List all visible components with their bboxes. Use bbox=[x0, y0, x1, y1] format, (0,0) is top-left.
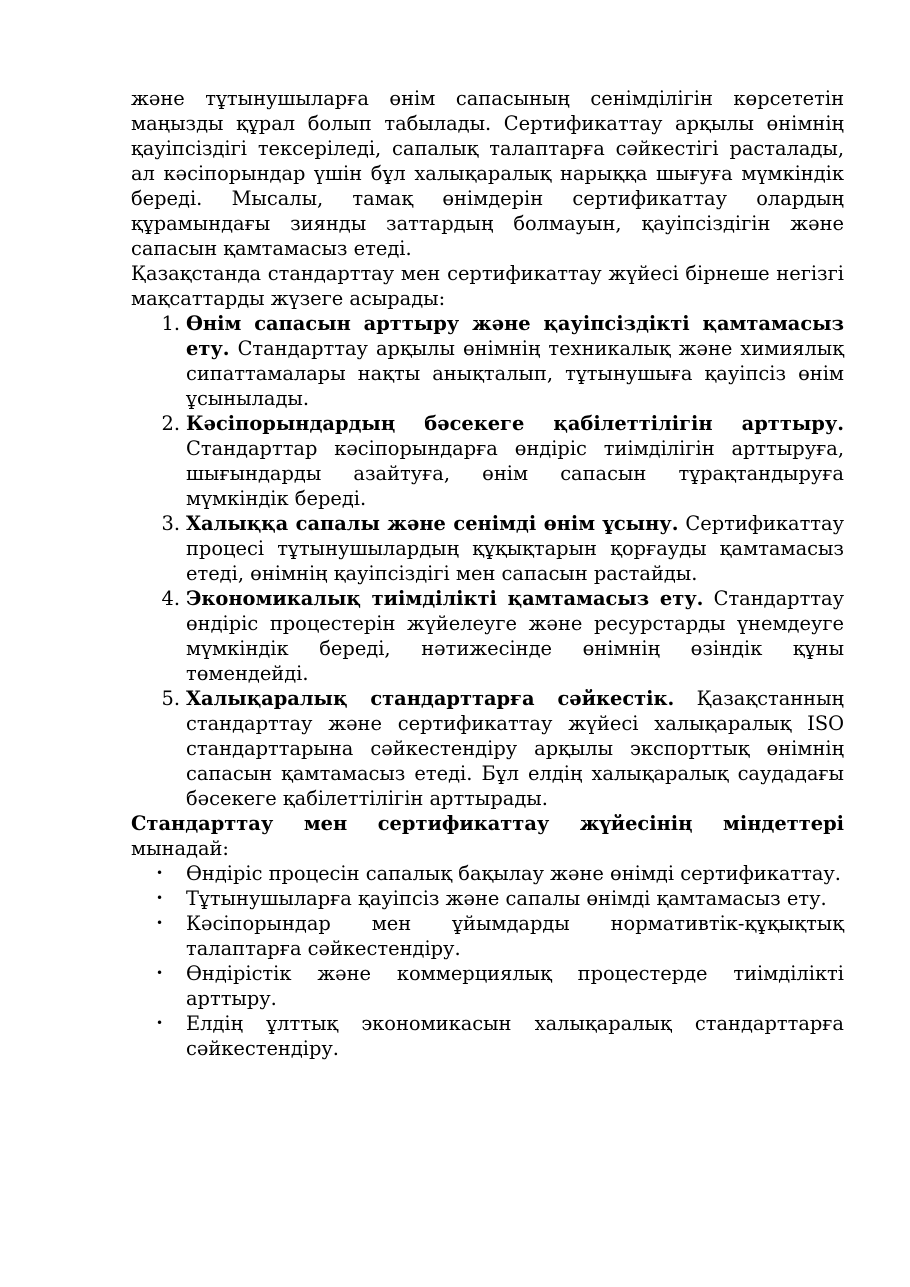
tasks-heading bbox=[131, 811, 844, 861]
goal-title: Халыққа сапалы және сенімді өнім ұсыну. bbox=[186, 512, 679, 535]
goal-text: Стандарттау арқылы өнімнің техникалық және химиялық сипаттамалары нақты анықталып, тұтынушыға қауіпсіз өнім ұсынылады. bbox=[186, 337, 844, 410]
bullet-icon: • bbox=[156, 916, 164, 930]
goal-text: Қазақстанның стандарттау және сертификаттау жүйесі халықаралық ISO стандарттарына сәйкестендіру арқылы экспорттық өнімнің сапасын қамтамасыз етеді. Бұл елдің халықаралық саудадағы бәсекеге қабілеттілігін арттырады. bbox=[186, 687, 844, 810]
task-text: Өндірістік және коммерциялық процестерде тиімділікті арттыру. bbox=[186, 962, 844, 1010]
goals-list bbox=[131, 311, 844, 811]
bullet-icon: • bbox=[156, 966, 164, 980]
tasks-list bbox=[131, 861, 844, 1061]
task-text: Елдің ұлттық экономикасын халықаралық стандарттарға сәйкестендіру. bbox=[186, 1012, 844, 1060]
tasks-heading-bold: Стандарттау мен сертификаттау жүйесінің міндеттері bbox=[131, 812, 844, 835]
task-item bbox=[131, 961, 844, 1011]
task-text: Кәсіпорындар мен ұйымдарды нормативтік-құқықтық талаптарға сәйкестендіру. bbox=[186, 912, 844, 960]
goal-title: Экономикалық тиімділікті қамтамасыз ету. bbox=[186, 587, 704, 610]
bullet-icon: • bbox=[156, 891, 164, 905]
document-page bbox=[131, 86, 844, 1061]
task-item bbox=[131, 861, 844, 886]
goal-number: 4. bbox=[161, 587, 180, 610]
goal-number: 3. bbox=[161, 512, 180, 535]
goal-number: 5. bbox=[161, 687, 180, 710]
task-item bbox=[131, 911, 844, 961]
task-item bbox=[131, 1011, 844, 1061]
goal-item-3 bbox=[131, 511, 844, 586]
intro-paragraph: және тұтынушыларға өнім сапасының сенімділігін көрсететін маңызды құрал болып табылады. Сертификаттау арқылы өнімнің қауіпсіздігі тексеріледі, сапалық талаптарға сәйкестігі расталады, ал кәсіпорындар үшін бұл халықаралық нарыққа шығуға мүмкіндік береді. Мысалы, тамақ өнімдерін сертификаттау олардың құрамындағы зиянды заттардың болмауын, қауіпсіздігін және сапасын қамтамасыз етеді. bbox=[131, 87, 844, 260]
goals-intro: Қазақстанда стандарттау мен сертификаттау жүйесі бірнеше негізгі мақсаттарды жүзеге асырады: bbox=[131, 262, 844, 310]
goal-item-2 bbox=[131, 411, 844, 511]
goal-text: Сертификаттау процесі тұтынушылардың құқықтарын қорғауды қамтамасыз етеді, өнімнің қауіпсіздігі мен сапасын растайды. bbox=[186, 512, 844, 585]
tasks-heading-rest: мынадай: bbox=[131, 837, 229, 860]
goal-item-4 bbox=[131, 586, 844, 686]
goal-title: Кәсіпорындардың бәсекеге қабілеттілігін арттыру. bbox=[186, 412, 844, 435]
goal-title: Халықаралық стандарттарға сәйкестік. bbox=[186, 687, 675, 710]
goal-text: Стандарттар кәсіпорындарға өндіріс тиімділігін арттыруға, шығындарды азайтуға, өнім сапасын тұрақтандыруға мүмкіндік береді. bbox=[186, 437, 844, 510]
task-item bbox=[131, 886, 844, 911]
bullet-icon: • bbox=[156, 866, 164, 880]
goal-item-1 bbox=[131, 311, 844, 411]
goal-item-5 bbox=[131, 686, 844, 811]
goal-number: 2. bbox=[161, 412, 180, 435]
goal-text: Стандарттау өндіріс процестерін жүйелеуге және ресурстарды үнемдеуге мүмкіндік береді, нәтижесінде өнімнің өзіндік құны төмендейді. bbox=[186, 587, 844, 685]
goal-title: Өнім сапасын арттыру және қауіпсіздікті қамтамасыз ету. bbox=[186, 312, 844, 360]
goal-number: 1. bbox=[161, 312, 180, 335]
bullet-icon: • bbox=[156, 1016, 164, 1030]
task-text: Өндіріс процесін сапалық бақылау және өнімді сертификаттау. bbox=[186, 862, 841, 885]
task-text: Тұтынушыларға қауіпсіз және сапалы өнімді қамтамасыз ету. bbox=[186, 887, 827, 910]
